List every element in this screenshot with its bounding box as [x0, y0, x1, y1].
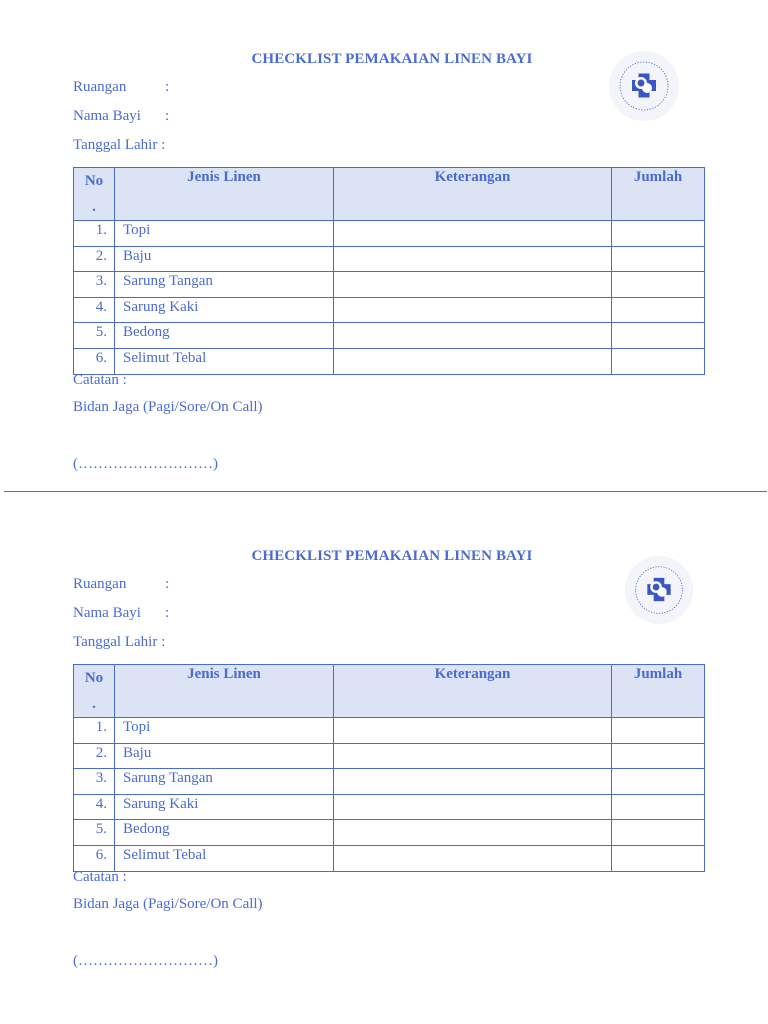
- table-row: [74, 348, 705, 374]
- room-field: [73, 576, 169, 593]
- birth-date-field: [73, 137, 165, 154]
- row-linen-type: Sarung Tangan: [115, 272, 334, 298]
- row-number: 1.: [74, 221, 115, 247]
- table-row: [74, 718, 705, 744]
- linen-table: [73, 167, 705, 375]
- row-linen-type: Topi: [115, 221, 334, 247]
- room-colon: :: [165, 576, 170, 592]
- row-number: 1.: [74, 718, 115, 744]
- header-remarks: Keterangan: [334, 665, 612, 718]
- row-quantity-cell[interactable]: [612, 323, 705, 349]
- baby-name-field: [73, 108, 169, 125]
- birth-date-field: [73, 634, 165, 651]
- header-linen-type: Jenis Linen: [115, 168, 334, 221]
- row-number: 3.: [74, 272, 115, 298]
- baby-name-colon: :: [165, 108, 170, 124]
- row-remarks-cell[interactable]: [334, 743, 612, 769]
- checklist-form-top: [0, 0, 768, 490]
- table-row: [74, 221, 705, 247]
- row-remarks-cell[interactable]: [334, 845, 612, 871]
- row-quantity-cell[interactable]: [612, 297, 705, 323]
- row-quantity-cell[interactable]: [612, 845, 705, 871]
- row-linen-type: Selimut Tebal: [115, 845, 334, 871]
- room-colon: :: [165, 79, 170, 95]
- baby-name-colon: :: [165, 605, 170, 621]
- notes-label: Catatan :: [73, 869, 127, 885]
- table-row: [74, 297, 705, 323]
- table-header-row: [74, 168, 705, 221]
- row-quantity-cell[interactable]: [612, 718, 705, 744]
- notes-label: Catatan :: [73, 372, 127, 388]
- row-number: 5.: [74, 820, 115, 846]
- header-remarks: Keterangan: [334, 168, 612, 221]
- signature-line: (………………………): [73, 953, 218, 969]
- midwife-on-duty-label: Bidan Jaga (Pagi/Sore/On Call): [73, 896, 263, 912]
- row-linen-type: Topi: [115, 718, 334, 744]
- birth-date-label: Tanggal Lahir :: [73, 634, 166, 650]
- birth-date-label: Tanggal Lahir :: [73, 137, 166, 153]
- row-quantity-cell[interactable]: [612, 246, 705, 272]
- row-number: 4.: [74, 794, 115, 820]
- row-linen-type: Selimut Tebal: [115, 348, 334, 374]
- row-remarks-cell[interactable]: [334, 272, 612, 298]
- row-number: 3.: [74, 769, 115, 795]
- row-remarks-cell[interactable]: [334, 794, 612, 820]
- header-quantity: Jumlah: [612, 665, 705, 718]
- row-remarks-cell[interactable]: [334, 820, 612, 846]
- room-label: Ruangan: [73, 576, 127, 592]
- row-quantity-cell[interactable]: [612, 820, 705, 846]
- row-linen-type: Sarung Tangan: [115, 769, 334, 795]
- row-quantity-cell[interactable]: [612, 769, 705, 795]
- header-quantity: Jumlah: [612, 168, 705, 221]
- baby-name-field: [73, 605, 169, 622]
- row-linen-type: Baju: [115, 246, 334, 272]
- row-number: 2.: [74, 743, 115, 769]
- table-row: [74, 794, 705, 820]
- room-field: [73, 79, 169, 96]
- row-number: 2.: [74, 246, 115, 272]
- header-linen-type: Jenis Linen: [115, 665, 334, 718]
- row-quantity-cell[interactable]: [612, 348, 705, 374]
- row-remarks-cell[interactable]: [334, 246, 612, 272]
- row-number: 6.: [74, 348, 115, 374]
- row-linen-type: Sarung Kaki: [115, 794, 334, 820]
- signature-line: (………………………): [73, 456, 218, 472]
- maternity-clinic-logo-icon: [624, 555, 694, 625]
- row-linen-type: Bedong: [115, 323, 334, 349]
- row-remarks-cell[interactable]: [334, 221, 612, 247]
- table-row: [74, 323, 705, 349]
- row-linen-type: Bedong: [115, 820, 334, 846]
- table-row: [74, 272, 705, 298]
- cut-divider: [4, 491, 767, 492]
- row-remarks-cell[interactable]: [334, 769, 612, 795]
- row-quantity-cell[interactable]: [612, 272, 705, 298]
- table-row: [74, 743, 705, 769]
- row-number: 4.: [74, 297, 115, 323]
- row-linen-type: Sarung Kaki: [115, 297, 334, 323]
- row-remarks-cell[interactable]: [334, 323, 612, 349]
- row-quantity-cell[interactable]: [612, 794, 705, 820]
- checklist-form-bottom: [0, 497, 768, 987]
- header-no: No .: [74, 168, 115, 221]
- table-row: [74, 246, 705, 272]
- header-no: No .: [74, 665, 115, 718]
- row-number: 5.: [74, 323, 115, 349]
- form-title: CHECKLIST PEMAKAIAN LINEN BAYI: [251, 51, 533, 67]
- baby-name-label: Nama Bayi: [73, 108, 141, 124]
- row-number: 6.: [74, 845, 115, 871]
- maternity-clinic-logo-icon: [608, 50, 680, 122]
- table-row: [74, 769, 705, 795]
- row-remarks-cell[interactable]: [334, 348, 612, 374]
- room-label: Ruangan: [73, 79, 127, 95]
- table-row: [74, 820, 705, 846]
- table-row: [74, 845, 705, 871]
- table-header-row: [74, 665, 705, 718]
- form-title: CHECKLIST PEMAKAIAN LINEN BAYI: [251, 548, 533, 564]
- row-quantity-cell[interactable]: [612, 221, 705, 247]
- row-remarks-cell[interactable]: [334, 297, 612, 323]
- row-quantity-cell[interactable]: [612, 743, 705, 769]
- row-linen-type: Baju: [115, 743, 334, 769]
- baby-name-label: Nama Bayi: [73, 605, 141, 621]
- row-remarks-cell[interactable]: [334, 718, 612, 744]
- midwife-on-duty-label: Bidan Jaga (Pagi/Sore/On Call): [73, 399, 263, 415]
- linen-table: [73, 664, 705, 872]
